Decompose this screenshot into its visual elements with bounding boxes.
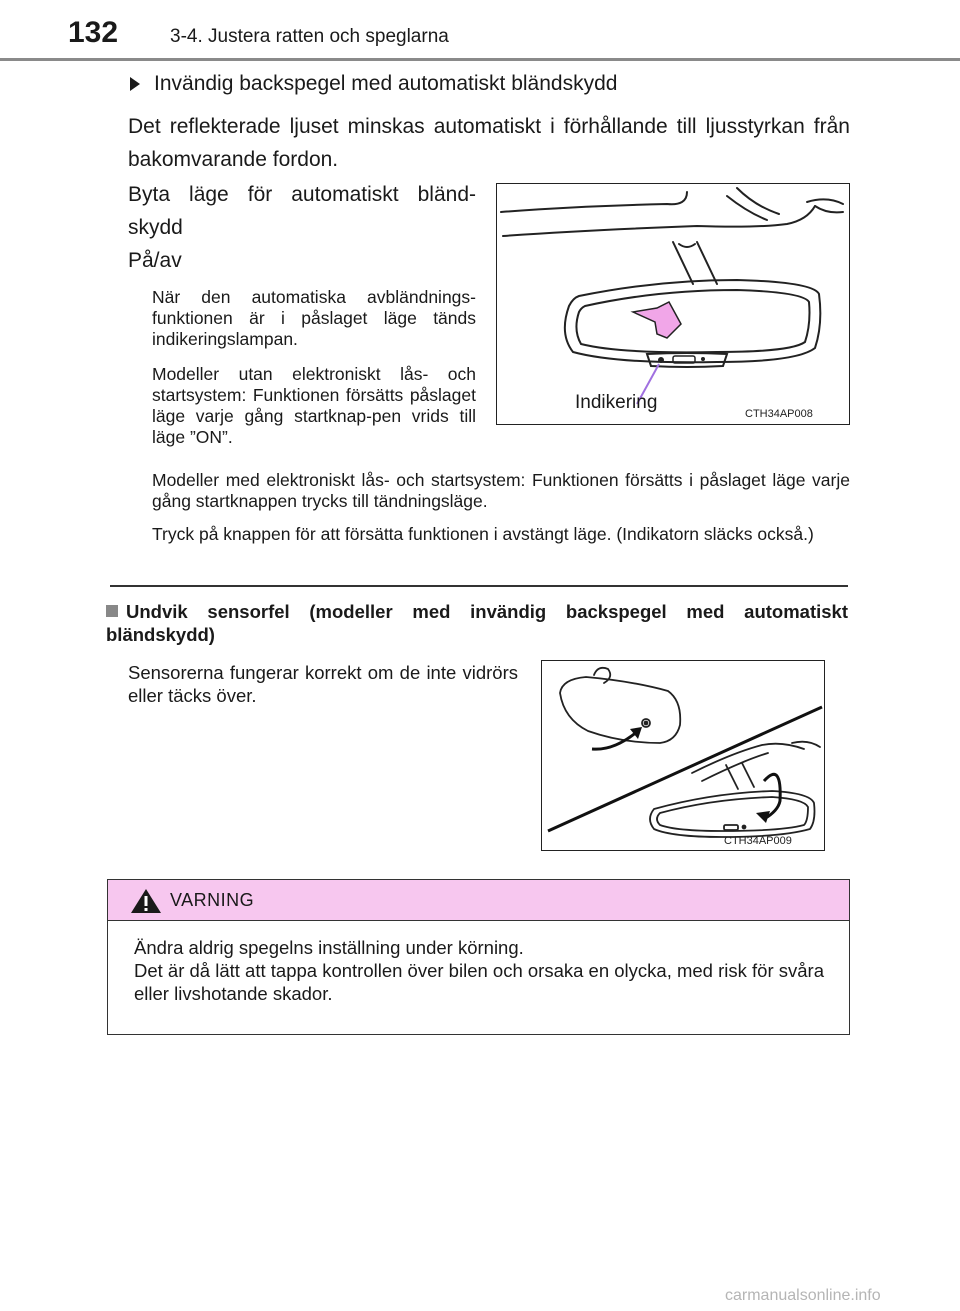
sensor-heading	[106, 600, 848, 646]
subheading	[130, 72, 617, 96]
figure-code: CTH34AP008	[745, 408, 813, 420]
subheading-text: Invändig backspegel med automatiskt bländskydd	[154, 72, 618, 95]
section-divider	[110, 585, 848, 587]
note-models-with-smart-key: Modeller med elektroniskt lås- och startsystem: Funktionen försätts i påslaget läge varje gång startknappen trycks till tändningsläge.	[152, 470, 850, 511]
warning-header	[108, 880, 849, 921]
sensor-figure	[541, 660, 825, 851]
intro-paragraph: Det reflekterade ljuset minskas automatiskt i förhållande till ljusstyrkan från bakomvarande fordon.	[128, 115, 850, 171]
triangle-bullet-icon	[130, 77, 140, 91]
mode-title: Byta läge för automatiskt bländ-skydd	[128, 183, 476, 239]
warning-line-2: Det är då lätt att tappa kontrollen över bilen och orsaka en olycka, med risk för svåra eller livshotande skador.	[134, 960, 824, 1004]
mode-subtitle: På/av	[128, 249, 182, 272]
square-bullet-icon	[106, 605, 118, 617]
sensor-text: Sensorerna fungerar korrekt om de inte vidrörs eller täcks över.	[128, 662, 518, 706]
sensor-illustration	[542, 661, 824, 850]
indicator-label: Indikering	[575, 392, 658, 413]
mirror-indicator-figure	[496, 183, 850, 425]
mirror-illustration	[497, 184, 849, 424]
warning-line-1: Ändra aldrig spegelns inställning under körning.	[134, 937, 524, 958]
section-title: 3-4. Justera ratten och speglarna	[170, 26, 449, 47]
warning-title: VARNING	[170, 890, 255, 910]
sensor-heading-text: Undvik sensorfel (modeller med invändig backspegel med automatiskt bländskydd)	[106, 601, 848, 645]
warning-body	[134, 936, 834, 1005]
warning-box	[107, 879, 850, 1035]
note-models-without-smart-key: Modeller utan elektroniskt lås- och startsystem: Funktionen försätts påslaget läge varje gång startknap-pen vrids till läge ”ON”.	[152, 364, 476, 447]
page-number: 132	[68, 16, 119, 49]
note-turn-off: Tryck på knappen för att försätta funktionen i avstängt läge. (Indikatorn släcks också.)	[152, 524, 814, 544]
warning-triangle-icon	[130, 888, 162, 914]
watermark: carmanualsonline.info	[725, 1287, 881, 1304]
header-rule	[0, 58, 960, 61]
figure-code: CTH34AP009	[724, 835, 792, 847]
note-indicator: När den automatiska avbländnings-funktionen är i påslaget läge tänds indikeringslampan.	[152, 287, 476, 349]
